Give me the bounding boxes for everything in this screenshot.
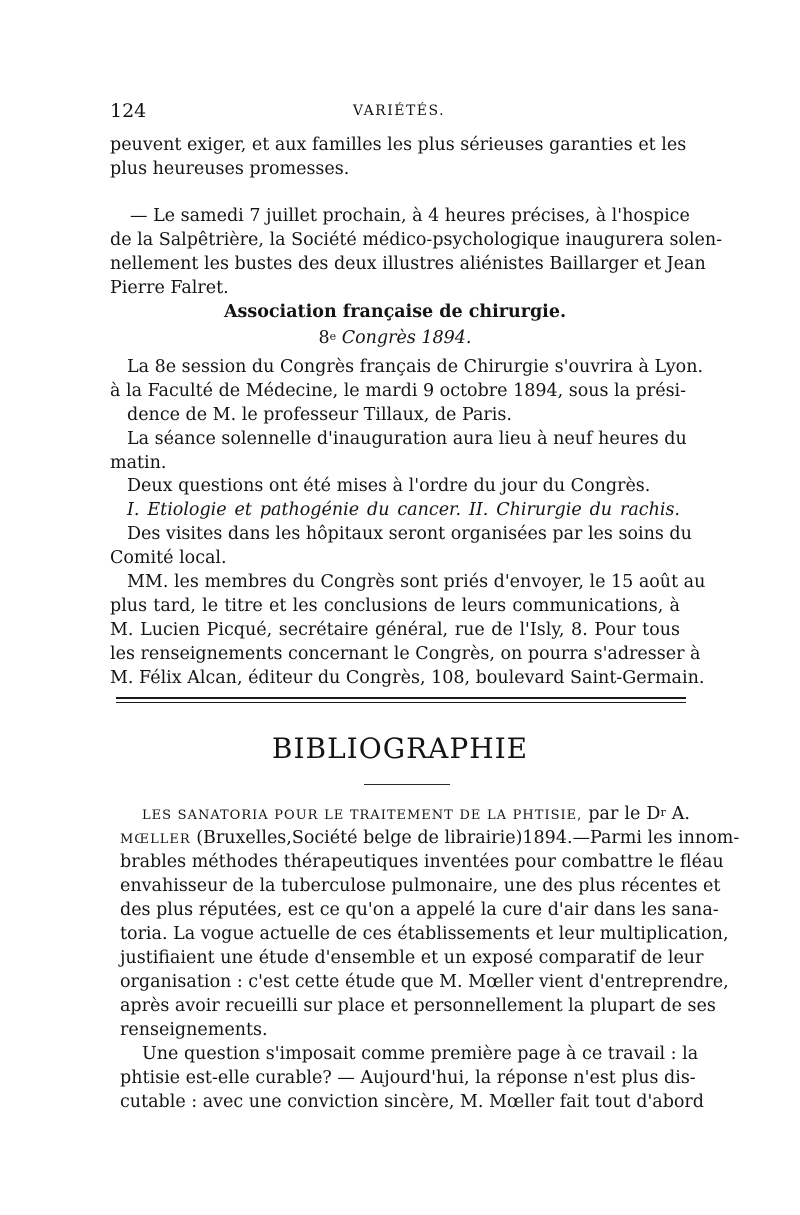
text-line: matin.: [110, 453, 167, 473]
text-line: phtisie est-elle curable? — Aujourd'hui, la réponse n'est plus dis-: [120, 1068, 696, 1088]
text-line: Une question s'imposait comme première page à ce travail : la: [142, 1044, 699, 1064]
congress-label: Congrès 1894.: [341, 328, 472, 348]
congress-subtitle: [110, 326, 680, 350]
text-line: justifiaient une étude d'ensemble et un exposé comparatif de leur: [120, 948, 704, 968]
text-line: Comité local.: [110, 548, 227, 568]
bibliography-entry-heading: [120, 802, 690, 828]
text-line: organisation : c'est cette étude que M. Mœller vient d'entreprendre,: [120, 972, 729, 992]
section-title: Association française de chirurgie.: [223, 302, 567, 322]
text-line: MM. les membres du Congrès sont priés d'envoyer, le 15 août au: [127, 572, 706, 592]
page-header: [110, 100, 688, 126]
text-line: M. Lucien Picqué, secrétaire général, rue de l'Isly, 8. Pour tous: [110, 620, 680, 640]
congress-superscript: e: [329, 330, 337, 343]
text-line: plus heureuses promesses.: [110, 159, 350, 179]
page-number: 124: [110, 100, 147, 122]
text-line: Pierre Falret.: [110, 278, 229, 298]
running-title: VARIÉTÉS.: [352, 103, 446, 119]
text-line: Des visites dans les hôpitaux seront organisées par les soins du: [127, 524, 692, 544]
text-line: Deux questions ont été mises à l'ordre du jour du Congrès.: [127, 476, 651, 496]
book-title: LES SANATORIA POUR LE TRAITEMENT DE LA PHTISIE,: [142, 808, 583, 823]
text-line: La 8e session du Congrès français de Chirurgie s'ouvrira à Lyon.: [127, 357, 704, 377]
text-line: de la Salpêtrière, la Société médico-psychologique inaugurera solen-: [110, 230, 723, 250]
text-line: [120, 826, 740, 852]
text-line: nellement les bustes des deux illustres aliénistes Baillarger et Jean: [110, 254, 706, 274]
text-line: envahisseur de la tuberculose pulmonaire, une des plus récentes et: [120, 876, 721, 896]
double-rule-bottom: [116, 702, 686, 703]
text-line: — Le samedi 7 juillet prochain, à 4 heures précises, à l'hospice: [130, 206, 690, 226]
author-initial: A.: [665, 804, 690, 824]
author-name: MŒLLER: [120, 832, 191, 847]
bibliography-title: BIBLIOGRAPHIE: [271, 732, 529, 765]
doctor-superscript: r: [660, 806, 666, 819]
text-line: cutable : avec une conviction sincère, M. Mœller fait tout d'abord: [120, 1092, 704, 1112]
author-prefix: par le D: [582, 804, 661, 824]
double-rule-top: [116, 697, 686, 699]
text-line: à la Faculté de Médecine, le mardi 9 octobre 1894, sous la prési-: [110, 381, 687, 401]
text-line: M. Félix Alcan, éditeur du Congrès, 108, boulevard Saint-Germain.: [110, 668, 705, 688]
text-line: renseignements.: [120, 1020, 268, 1040]
text-line: les renseignements concernant le Congrès, on pourra s'adresser à: [110, 644, 701, 664]
text-line: I. Etiologie et pathogénie du cancer. II. Chirurgie du rachis.: [127, 500, 680, 520]
text-line: La séance solennelle d'inauguration aura lieu à neuf heures du: [127, 429, 687, 449]
text-line: brables méthodes thérapeutiques inventées pour combattre le fléau: [120, 852, 724, 872]
title-separator: [364, 784, 450, 785]
text-line: peuvent exiger, et aux familles les plus sérieuses garanties et les: [110, 135, 687, 155]
congress-number: 8: [318, 328, 330, 348]
text-line: plus tard, le titre et les conclusions de leurs communications, à: [110, 596, 680, 616]
text-line: dence de M. le professeur Tillaux, de Paris.: [127, 405, 512, 425]
text-line: des plus réputées, est ce qu'on a appelé la cure d'air dans les sana-: [120, 900, 719, 920]
text-line: après avoir recueilli sur place et personnellement la plupart de ses: [120, 996, 716, 1016]
publication-info: (Bruxelles,Société belge de librairie)1894.—Parmi les innom-: [190, 828, 740, 848]
text-line: toria. La vogue actuelle de ces établissements et leur multiplication,: [120, 924, 729, 944]
